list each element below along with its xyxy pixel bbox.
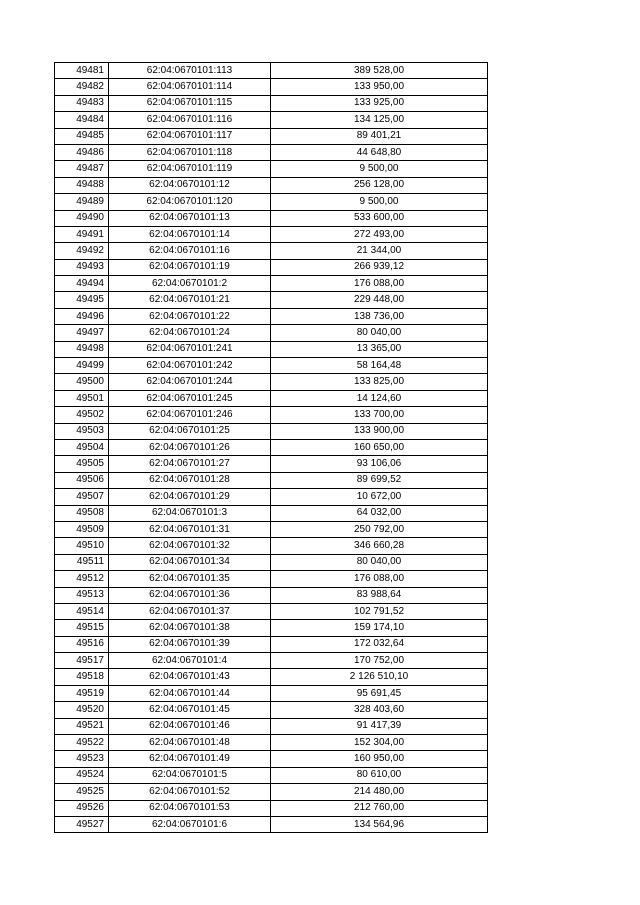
cadastral-value-cell: 133 900,00 xyxy=(271,423,488,439)
cadastral-number-cell: 62:04:0670101:22 xyxy=(109,308,271,324)
row-number-cell: 49526 xyxy=(55,800,109,816)
cadastral-number-cell: 62:04:0670101:52 xyxy=(109,784,271,800)
row-number-cell: 49483 xyxy=(55,95,109,111)
cadastral-value-cell: 272 493,00 xyxy=(271,226,488,242)
cadastral-value-cell: 134 125,00 xyxy=(271,112,488,128)
table-row xyxy=(55,177,488,193)
cadastral-value-cell: 2 126 510,10 xyxy=(271,669,488,685)
row-number-cell: 49502 xyxy=(55,407,109,423)
cadastral-number-cell: 62:04:0670101:49 xyxy=(109,751,271,767)
cadastral-number-cell: 62:04:0670101:53 xyxy=(109,800,271,816)
cadastral-value-cell: 21 344,00 xyxy=(271,243,488,259)
table-row xyxy=(55,751,488,767)
row-number-cell: 49507 xyxy=(55,489,109,505)
cadastral-number-cell: 62:04:0670101:5 xyxy=(109,767,271,783)
table-row xyxy=(55,587,488,603)
row-number-cell: 49520 xyxy=(55,702,109,718)
row-number-cell: 49512 xyxy=(55,571,109,587)
row-number-cell: 49515 xyxy=(55,620,109,636)
cadastral-value-cell: 214 480,00 xyxy=(271,784,488,800)
cadastral-value-table xyxy=(54,62,488,833)
cadastral-value-cell: 133 700,00 xyxy=(271,407,488,423)
cadastral-value-cell: 80 040,00 xyxy=(271,554,488,570)
cadastral-number-cell: 62:04:0670101:31 xyxy=(109,521,271,537)
cadastral-number-cell: 62:04:0670101:36 xyxy=(109,587,271,603)
row-number-cell: 49519 xyxy=(55,685,109,701)
row-number-cell: 49503 xyxy=(55,423,109,439)
table-row xyxy=(55,292,488,308)
table-row xyxy=(55,423,488,439)
cadastral-value-cell: 102 791,52 xyxy=(271,603,488,619)
table-row xyxy=(55,472,488,488)
cadastral-number-cell: 62:04:0670101:27 xyxy=(109,456,271,472)
row-number-cell: 49501 xyxy=(55,390,109,406)
cadastral-value-cell: 13 365,00 xyxy=(271,341,488,357)
cadastral-number-cell: 62:04:0670101:38 xyxy=(109,620,271,636)
table-row xyxy=(55,79,488,95)
row-number-cell: 49504 xyxy=(55,439,109,455)
table-row xyxy=(55,341,488,357)
table-row xyxy=(55,489,488,505)
cadastral-value-cell: 159 174,10 xyxy=(271,620,488,636)
cadastral-value-cell: 346 660,28 xyxy=(271,538,488,554)
cadastral-value-cell: 64 032,00 xyxy=(271,505,488,521)
row-number-cell: 49508 xyxy=(55,505,109,521)
cadastral-value-cell: 80 610,00 xyxy=(271,767,488,783)
cadastral-number-cell: 62:04:0670101:4 xyxy=(109,653,271,669)
cadastral-number-cell: 62:04:0670101:48 xyxy=(109,735,271,751)
cadastral-number-cell: 62:04:0670101:14 xyxy=(109,226,271,242)
cadastral-value-cell: 83 988,64 xyxy=(271,587,488,603)
cadastral-value-cell: 172 032,64 xyxy=(271,636,488,652)
row-number-cell: 49495 xyxy=(55,292,109,308)
table-row xyxy=(55,226,488,242)
table-row xyxy=(55,194,488,210)
row-number-cell: 49489 xyxy=(55,194,109,210)
cadastral-value-cell: 89 401,21 xyxy=(271,128,488,144)
cadastral-value-cell: 160 950,00 xyxy=(271,751,488,767)
table-row xyxy=(55,718,488,734)
table-row xyxy=(55,308,488,324)
cadastral-value-cell: 533 600,00 xyxy=(271,210,488,226)
cadastral-number-cell: 62:04:0670101:120 xyxy=(109,194,271,210)
table-row xyxy=(55,95,488,111)
cadastral-number-cell: 62:04:0670101:28 xyxy=(109,472,271,488)
row-number-cell: 49517 xyxy=(55,653,109,669)
table-row xyxy=(55,161,488,177)
table-row xyxy=(55,407,488,423)
cadastral-number-cell: 62:04:0670101:118 xyxy=(109,144,271,160)
row-number-cell: 49497 xyxy=(55,325,109,341)
cadastral-number-cell: 62:04:0670101:45 xyxy=(109,702,271,718)
cadastral-number-cell: 62:04:0670101:113 xyxy=(109,63,271,79)
cadastral-number-cell: 62:04:0670101:244 xyxy=(109,374,271,390)
cadastral-value-cell: 91 417,39 xyxy=(271,718,488,734)
cadastral-number-cell: 62:04:0670101:245 xyxy=(109,390,271,406)
row-number-cell: 49525 xyxy=(55,784,109,800)
cadastral-value-cell: 89 699,52 xyxy=(271,472,488,488)
row-number-cell: 49496 xyxy=(55,308,109,324)
row-number-cell: 49522 xyxy=(55,735,109,751)
table-row xyxy=(55,439,488,455)
row-number-cell: 49527 xyxy=(55,816,109,832)
cadastral-number-cell: 62:04:0670101:115 xyxy=(109,95,271,111)
table-row xyxy=(55,767,488,783)
row-number-cell: 49485 xyxy=(55,128,109,144)
row-number-cell: 49511 xyxy=(55,554,109,570)
row-number-cell: 49481 xyxy=(55,63,109,79)
row-number-cell: 49491 xyxy=(55,226,109,242)
cadastral-number-cell: 62:04:0670101:44 xyxy=(109,685,271,701)
cadastral-number-cell: 62:04:0670101:43 xyxy=(109,669,271,685)
cadastral-value-cell: 229 448,00 xyxy=(271,292,488,308)
cadastral-value-cell: 212 760,00 xyxy=(271,800,488,816)
table-row xyxy=(55,259,488,275)
table-row xyxy=(55,276,488,292)
row-number-cell: 49487 xyxy=(55,161,109,177)
table-row xyxy=(55,554,488,570)
cadastral-number-cell: 62:04:0670101:12 xyxy=(109,177,271,193)
row-number-cell: 49488 xyxy=(55,177,109,193)
row-number-cell: 49524 xyxy=(55,767,109,783)
cadastral-value-cell: 58 164,48 xyxy=(271,358,488,374)
row-number-cell: 49516 xyxy=(55,636,109,652)
row-number-cell: 49505 xyxy=(55,456,109,472)
cadastral-value-cell: 256 128,00 xyxy=(271,177,488,193)
table-row xyxy=(55,390,488,406)
row-number-cell: 49510 xyxy=(55,538,109,554)
row-number-cell: 49518 xyxy=(55,669,109,685)
cadastral-number-cell: 62:04:0670101:25 xyxy=(109,423,271,439)
cadastral-number-cell: 62:04:0670101:114 xyxy=(109,79,271,95)
cadastral-value-cell: 80 040,00 xyxy=(271,325,488,341)
cadastral-number-cell: 62:04:0670101:13 xyxy=(109,210,271,226)
cadastral-value-cell: 389 528,00 xyxy=(271,63,488,79)
cadastral-value-cell: 133 950,00 xyxy=(271,79,488,95)
cadastral-number-cell: 62:04:0670101:242 xyxy=(109,358,271,374)
row-number-cell: 49492 xyxy=(55,243,109,259)
table-row xyxy=(55,128,488,144)
table-row xyxy=(55,505,488,521)
table-row xyxy=(55,653,488,669)
cadastral-number-cell: 62:04:0670101:32 xyxy=(109,538,271,554)
table-row xyxy=(55,571,488,587)
row-number-cell: 49499 xyxy=(55,358,109,374)
cadastral-number-cell: 62:04:0670101:35 xyxy=(109,571,271,587)
cadastral-number-cell: 62:04:0670101:117 xyxy=(109,128,271,144)
row-number-cell: 49490 xyxy=(55,210,109,226)
table-row xyxy=(55,685,488,701)
cadastral-value-cell: 133 925,00 xyxy=(271,95,488,111)
cadastral-number-cell: 62:04:0670101:24 xyxy=(109,325,271,341)
row-number-cell: 49486 xyxy=(55,144,109,160)
cadastral-value-cell: 44 648,80 xyxy=(271,144,488,160)
cadastral-number-cell: 62:04:0670101:119 xyxy=(109,161,271,177)
table-row xyxy=(55,669,488,685)
cadastral-number-cell: 62:04:0670101:2 xyxy=(109,276,271,292)
row-number-cell: 49484 xyxy=(55,112,109,128)
row-number-cell: 49509 xyxy=(55,521,109,537)
cadastral-value-cell: 9 500,00 xyxy=(271,161,488,177)
cadastral-number-cell: 62:04:0670101:46 xyxy=(109,718,271,734)
row-number-cell: 49521 xyxy=(55,718,109,734)
table-row xyxy=(55,538,488,554)
row-number-cell: 49493 xyxy=(55,259,109,275)
table-row xyxy=(55,374,488,390)
cadastral-number-cell: 62:04:0670101:116 xyxy=(109,112,271,128)
row-number-cell: 49513 xyxy=(55,587,109,603)
table-row xyxy=(55,144,488,160)
cadastral-number-cell: 62:04:0670101:246 xyxy=(109,407,271,423)
cadastral-value-cell: 328 403,60 xyxy=(271,702,488,718)
cadastral-value-cell: 170 752,00 xyxy=(271,653,488,669)
row-number-cell: 49482 xyxy=(55,79,109,95)
row-number-cell: 49514 xyxy=(55,603,109,619)
cadastral-value-cell: 10 672,00 xyxy=(271,489,488,505)
table-row xyxy=(55,800,488,816)
cadastral-value-cell: 133 825,00 xyxy=(271,374,488,390)
table-row xyxy=(55,325,488,341)
table-row xyxy=(55,636,488,652)
table-row xyxy=(55,210,488,226)
cadastral-value-cell: 160 650,00 xyxy=(271,439,488,455)
table-row xyxy=(55,702,488,718)
cadastral-number-cell: 62:04:0670101:34 xyxy=(109,554,271,570)
table-row xyxy=(55,735,488,751)
row-number-cell: 49500 xyxy=(55,374,109,390)
row-number-cell: 49523 xyxy=(55,751,109,767)
table-row xyxy=(55,521,488,537)
table-row xyxy=(55,63,488,79)
cadastral-value-cell: 266 939,12 xyxy=(271,259,488,275)
row-number-cell: 49494 xyxy=(55,276,109,292)
table-row xyxy=(55,816,488,832)
cadastral-number-cell: 62:04:0670101:16 xyxy=(109,243,271,259)
table-row xyxy=(55,603,488,619)
cadastral-value-cell: 176 088,00 xyxy=(271,276,488,292)
cadastral-number-cell: 62:04:0670101:37 xyxy=(109,603,271,619)
row-number-cell: 49506 xyxy=(55,472,109,488)
row-number-cell: 49498 xyxy=(55,341,109,357)
table-row xyxy=(55,620,488,636)
table-body xyxy=(55,63,488,833)
cadastral-value-cell: 134 564,96 xyxy=(271,816,488,832)
cadastral-value-cell: 138 736,00 xyxy=(271,308,488,324)
table-row xyxy=(55,243,488,259)
cadastral-value-cell: 95 691,45 xyxy=(271,685,488,701)
cadastral-number-cell: 62:04:0670101:26 xyxy=(109,439,271,455)
cadastral-value-cell: 250 792,00 xyxy=(271,521,488,537)
cadastral-number-cell: 62:04:0670101:241 xyxy=(109,341,271,357)
cadastral-value-cell: 152 304,00 xyxy=(271,735,488,751)
table-row xyxy=(55,112,488,128)
cadastral-number-cell: 62:04:0670101:39 xyxy=(109,636,271,652)
table-row xyxy=(55,358,488,374)
cadastral-value-cell: 176 088,00 xyxy=(271,571,488,587)
table-row xyxy=(55,784,488,800)
cadastral-value-cell: 93 106,06 xyxy=(271,456,488,472)
cadastral-number-cell: 62:04:0670101:21 xyxy=(109,292,271,308)
cadastral-value-cell: 14 124,60 xyxy=(271,390,488,406)
cadastral-number-cell: 62:04:0670101:19 xyxy=(109,259,271,275)
cadastral-number-cell: 62:04:0670101:3 xyxy=(109,505,271,521)
cadastral-value-cell: 9 500,00 xyxy=(271,194,488,210)
table-row xyxy=(55,456,488,472)
cadastral-number-cell: 62:04:0670101:29 xyxy=(109,489,271,505)
cadastral-number-cell: 62:04:0670101:6 xyxy=(109,816,271,832)
